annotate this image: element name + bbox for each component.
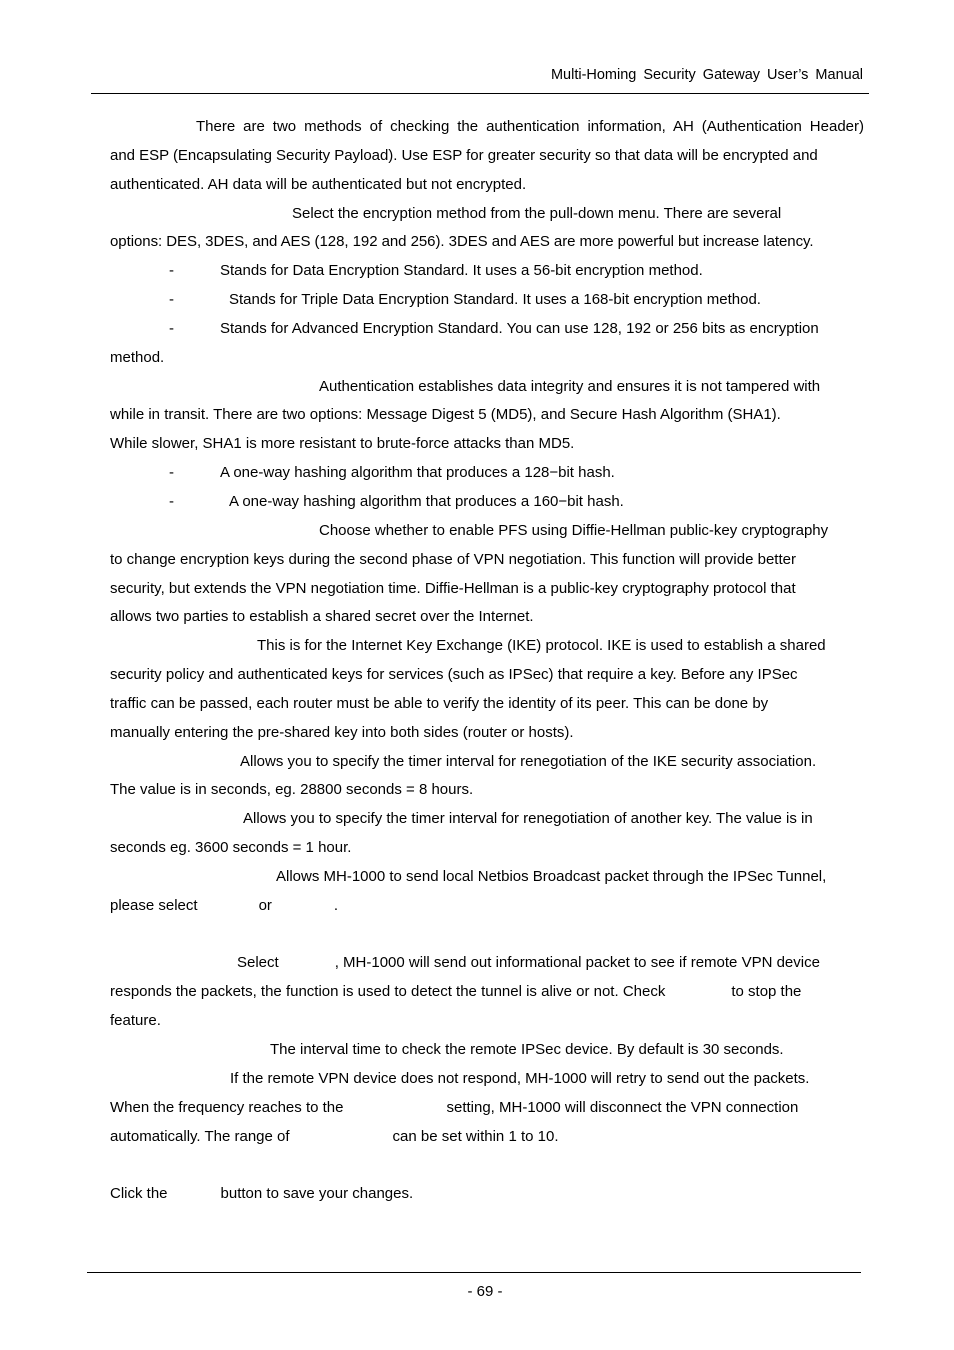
- pfs-line-1: Choose whether to enable PFS using Diffie-Hellman public-key cryptography: [319, 521, 829, 539]
- isakmp-line-1: Allows you to specify the timer interval for renegotiation of the IKE security association.: [240, 752, 817, 770]
- method-line-3: authenticated. AH data will be authenticated but not encrypted.: [110, 175, 527, 193]
- pfs-line-3: security, but extends the VPN negotiation time. Diffie-Hellman is a public-key cryptography protocol that: [110, 579, 796, 597]
- netbios-line-2b: or: [258, 896, 272, 914]
- paragraph-retry: [110, 1065, 864, 1152]
- dpd-line-1b: , MH-1000 will send out informational packet to see if remote VPN device: [334, 954, 820, 972]
- list-item: [110, 488, 864, 517]
- retry-line-3a: automatically. The range of: [110, 1127, 290, 1145]
- paragraph-netbios: [110, 863, 864, 921]
- list-dash: -: [169, 464, 174, 482]
- footer-rule: [87, 1272, 861, 1273]
- retry-line-2a: When the frequency reaches to the: [110, 1098, 344, 1116]
- retry-line-1: If the remote VPN device does not respond, MH-1000 will retry to send out the packets.: [230, 1069, 810, 1087]
- ike-line-2: security policy and authenticated keys for services (such as IPSec) that require a key. Before any IPSec: [110, 666, 798, 684]
- list-dash: -: [169, 291, 174, 309]
- paragraph-encryption: [110, 200, 864, 258]
- paragraph-interval: [110, 1036, 864, 1065]
- manual-title: Multi-Homing Security Gateway User’s Manual: [550, 67, 863, 83]
- interval-line-1: The interval time to check the remote IPSec device. By default is 30 seconds.: [270, 1041, 784, 1058]
- header-rule: [91, 93, 869, 94]
- apply-line-a: Click the: [110, 1185, 168, 1203]
- list-item-text: A one-way hashing algorithm that produces a 128−bit hash.: [220, 464, 615, 482]
- list-item-continuation: method.: [110, 348, 165, 366]
- list-item-text: Stands for Data Encryption Standard. It uses a 56-bit encryption method.: [220, 262, 703, 280]
- pfs-line-2: to change encryption keys during the second phase of VPN negotiation. This function will provide better: [110, 550, 796, 568]
- paragraph-dpd: [110, 949, 864, 1036]
- page-number: - 69 -: [467, 1283, 503, 1300]
- netbios-line-1: Allows MH-1000 to send local Netbios Broadcast packet through the IPSec Tunnel,: [276, 867, 827, 885]
- encryption-line-2: options: DES, 3DES, and AES (128, 192 and 256). 3DES and AES are more powerful but increase latency.: [110, 233, 814, 251]
- dpd-line-1a: Select: [237, 954, 279, 972]
- paragraph-apply: [110, 1180, 864, 1209]
- pfs-line-4: allows two parties to establish a shared secret over the Internet.: [110, 608, 534, 626]
- list-item: [110, 257, 864, 286]
- method-line-2: and ESP (Encapsulating Security Payload). Use ESP for greater security so that data will be encrypted and: [110, 146, 818, 164]
- list-item: [110, 459, 864, 488]
- paragraph-method: [110, 113, 864, 200]
- paragraph-ipsec-lifetime: [110, 805, 864, 863]
- list-item-text: A one-way hashing algorithm that produces a 160−bit hash.: [229, 492, 624, 510]
- encryption-list: [110, 257, 864, 372]
- ike-line-3: traffic can be passed, each router must be able to verify the identity of its peer. This can be done by: [110, 694, 769, 712]
- auth-line-1: Authentication establishes data integrity and ensures it is not tampered with: [319, 377, 821, 395]
- auth-list: [110, 459, 864, 517]
- dpd-line-2a: responds the packets, the function is used to detect the tunnel is alive or not. Check: [110, 983, 666, 1001]
- list-item-text: Stands for Triple Data Encryption Standard. It uses a 168-bit encryption method.: [229, 291, 761, 309]
- retry-line-3b: can be set within 1 to 10.: [392, 1127, 559, 1145]
- paragraph-isakmp-lifetime: [110, 748, 864, 806]
- auth-line-3: While slower, SHA1 is more resistant to brute-force attacks than MD5.: [110, 435, 575, 453]
- ike-line-4: manually entering the pre-shared key into both sides (router or hosts).: [110, 723, 574, 741]
- isakmp-line-2: The value is in seconds, eg. 28800 seconds = 8 hours.: [110, 781, 474, 799]
- paragraph-pfs: [110, 517, 864, 632]
- netbios-line-2c: .: [333, 896, 339, 914]
- apply-line-b: button to save your changes.: [220, 1185, 414, 1203]
- list-item: [110, 286, 864, 315]
- manual-body: [110, 113, 864, 1209]
- ike-line-1: This is for the Internet Key Exchange (IKE) protocol. IKE is used to establish a shared: [257, 637, 826, 655]
- encryption-line-1: Select the encryption method from the pull-down menu. There are several: [292, 204, 782, 222]
- list-dash: -: [169, 492, 174, 510]
- retry-line-2b: setting, MH-1000 will disconnect the VPN connection: [446, 1098, 799, 1116]
- list-dash: -: [169, 262, 174, 280]
- method-line-1: There are two methods of checking the authentication information, AH (Authentication Header): [196, 118, 864, 135]
- paragraph-authentication: [110, 373, 864, 460]
- ipsec-lifetime-line-1: Allows you to specify the timer interval for renegotiation of another key. The value is in: [243, 810, 813, 828]
- dpd-line-3: feature.: [110, 1012, 161, 1030]
- list-item: [110, 315, 864, 344]
- auth-line-2: while in transit. There are two options: Message Digest 5 (MD5), and Secure Hash Algorithm (SHA1).: [110, 406, 781, 424]
- list-dash: -: [169, 319, 174, 337]
- list-item-text: Stands for Advanced Encryption Standard. You can use 128, 192 or 256 bits as encryption: [220, 319, 819, 337]
- netbios-line-2a: please select: [110, 896, 198, 914]
- ipsec-lifetime-line-2: seconds eg. 3600 seconds = 1 hour.: [110, 839, 352, 857]
- paragraph-ike: [110, 632, 864, 747]
- dpd-line-2b: to stop the: [731, 983, 802, 1001]
